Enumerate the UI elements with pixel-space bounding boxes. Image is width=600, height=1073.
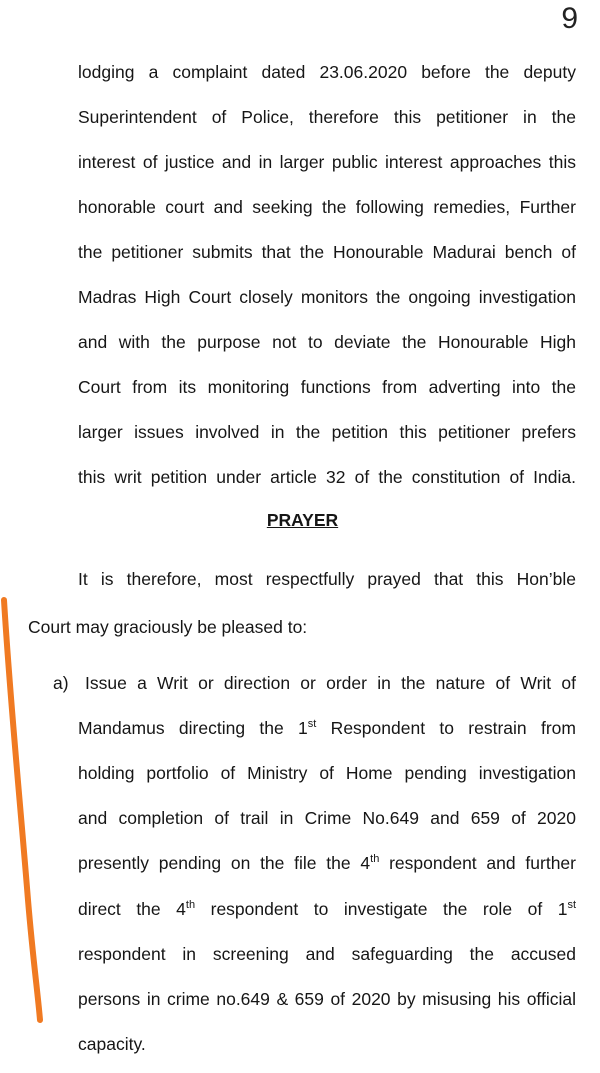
list-item-marker: a) xyxy=(53,673,69,693)
paragraph-line: this writ petition under article 32 of the constitution of India. xyxy=(78,467,576,487)
prayer-item-line: persons in crime no.649 & 659 of 2020 by misusing his official xyxy=(78,989,576,1009)
paragraph-line: Court from its monitoring functions from adverting into the xyxy=(78,377,576,397)
paragraph-line: Madras High Court closely monitors the ongoing investigation xyxy=(78,287,576,307)
prayer-item-line: and completion of trail in Crime No.649 and 659 of 2020 xyxy=(78,808,576,828)
paragraph-line: honorable court and seeking the following remedies, Further xyxy=(78,197,576,217)
prayer-item-line: direct the 4th respondent to investigate the role of 1st xyxy=(78,899,576,919)
prayer-item-line: capacity. xyxy=(78,1034,146,1054)
prayer-heading: PRAYER xyxy=(266,510,339,530)
prayer-item-line: holding portfolio of Ministry of Home pending investigation xyxy=(78,763,576,783)
paragraph-line: the petitioner submits that the Honourable Madurai bench of xyxy=(78,242,576,262)
prayer-intro-line: It is therefore, most respectfully prayed that this Hon’ble xyxy=(78,569,576,589)
prayer-intro-line: Court may graciously be pleased to: xyxy=(28,617,308,637)
orange-margin-mark xyxy=(0,0,60,1073)
page-number: 9 xyxy=(561,2,578,35)
prayer-item-line: Mandamus directing the 1st Respondent to restrain from xyxy=(78,718,576,738)
prayer-item-line: Issue a Writ or direction or order in the nature of Writ of xyxy=(85,673,576,693)
paragraph-line: lodging a complaint dated 23.06.2020 before the deputy xyxy=(78,62,576,82)
paragraph-line: Superintendent of Police, therefore this petitioner in the xyxy=(78,107,576,127)
paragraph-line: interest of justice and in larger public interest approaches this xyxy=(78,152,576,172)
prayer-item-line: presently pending on the file the 4th respondent and further xyxy=(78,853,576,873)
paragraph-line: larger issues involved in the petition this petitioner prefers xyxy=(78,422,576,442)
paragraph-line: and with the purpose not to deviate the Honourable High xyxy=(78,332,576,352)
prayer-item-line: respondent in screening and safeguarding the accused xyxy=(78,944,576,964)
